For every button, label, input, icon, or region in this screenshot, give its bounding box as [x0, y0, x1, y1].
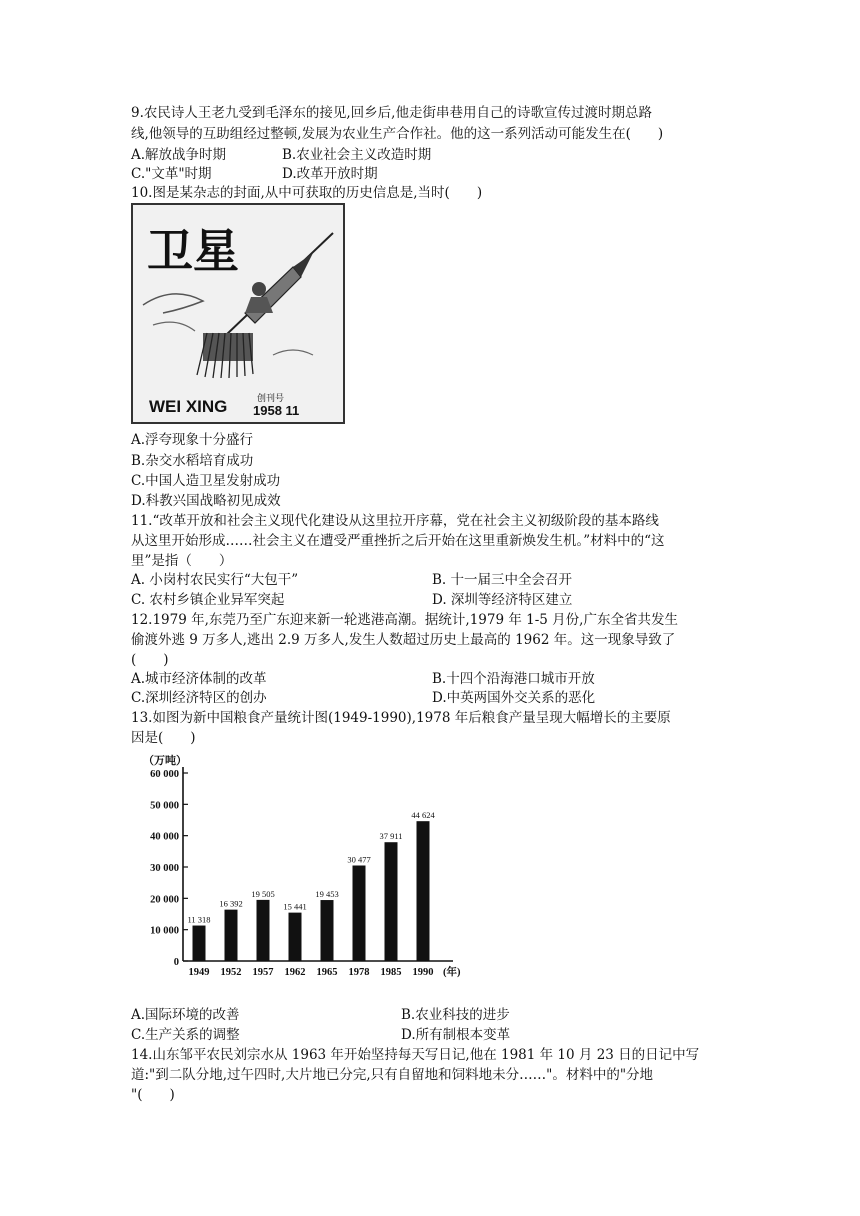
- q13-option-c[interactable]: C.生产关系的调整: [131, 1027, 240, 1043]
- bar-1990: [417, 821, 430, 961]
- q9-option-c[interactable]: C."文革"时期: [131, 166, 212, 182]
- q10-option-d[interactable]: D.科教兴国战略初见成效: [131, 493, 281, 509]
- x-axis-unit-label: (年): [443, 967, 461, 978]
- q12-stem-line2: 偷渡外逃 9 万多人,逃出 2.9 万多人,发生人数超过历史上最高的 1962 年。这一现象导致了: [131, 632, 676, 648]
- q12-option-a[interactable]: A.城市经济体制的改革: [131, 671, 267, 687]
- q13-option-a[interactable]: A.国际环境的改善: [131, 1007, 240, 1023]
- q9-option-a[interactable]: A.解放战争时期: [131, 147, 227, 163]
- cloud-swirl-icon-3: [273, 350, 313, 355]
- cover-latin-title: WEI XING: [149, 397, 228, 416]
- q11-option-d[interactable]: D. 深圳等经济特区建立: [432, 592, 573, 608]
- magazine-cover-illustration: [133, 205, 343, 422]
- y-axis-unit-label: （万吨）: [143, 755, 187, 767]
- bar-value-label: 30 477: [347, 854, 371, 865]
- bar-value-label: 16 392: [219, 898, 243, 909]
- cover-issue-date: 1958 11: [253, 403, 300, 418]
- q12-option-d[interactable]: D.中英两国外交关系的恶化: [432, 690, 596, 706]
- q9-option-d[interactable]: D.改革开放时期: [282, 166, 378, 182]
- q10-option-c[interactable]: C.中国人造卫星发射成功: [131, 473, 281, 489]
- q12-stem-line1: 12.1979 年,东莞乃至广东迎来新一轮逃港高潮。据统计,1979 年 1-5 月份,广东全省共发生: [131, 612, 678, 628]
- x-tick-label: 1949: [188, 967, 210, 978]
- bar-1952: [225, 910, 238, 961]
- bar-1957: [257, 900, 270, 961]
- y-tick-label: 10 000: [150, 925, 179, 937]
- y-tick-label: 40 000: [150, 831, 179, 843]
- y-tick-label: 50 000: [150, 800, 179, 812]
- q12-option-b[interactable]: B.十四个沿海港口城市开放: [432, 671, 595, 687]
- cover-title-chars: 卫星: [147, 224, 239, 278]
- bar-1978: [353, 866, 366, 961]
- rider-figure-icon: [252, 282, 266, 296]
- bar-1985: [385, 842, 398, 961]
- q9-stem-line1: 9.农民诗人王老九受到毛泽东的接见,回乡后,他走街串巷用自己的诗歌宣传过渡时期总路: [131, 105, 652, 121]
- q11-stem-line1: 11.“改革开放和社会主义现代化建设从这里拉开序幕，党在社会主义初级阶段的基本路线: [131, 513, 659, 529]
- magazine-cover-image: [131, 203, 345, 424]
- rocket-body-icon: [245, 267, 301, 323]
- q12-option-c[interactable]: C.深圳经济特区的创办: [131, 690, 267, 706]
- q10-option-b[interactable]: B.杂交水稻培育成功: [131, 453, 254, 469]
- y-tick-label: 60 000: [150, 769, 179, 780]
- q14-stem-line3: "( ): [131, 1087, 175, 1103]
- q11-stem-line2: 从这里开始形成……社会主义在遭受严重挫折之后开始在这里重新焕发生机。”材料中的“这: [131, 533, 665, 549]
- x-tick-label: 1962: [284, 967, 306, 978]
- x-tick-label: 1952: [220, 967, 242, 978]
- cover-issue-label: 创刊号: [257, 394, 285, 404]
- q10-option-a[interactable]: A.浮夸现象十分盛行: [131, 432, 254, 448]
- bar-1962: [289, 913, 302, 961]
- bar-value-label: 15 441: [283, 901, 307, 912]
- x-tick-label: 1957: [252, 967, 274, 978]
- q13-option-d[interactable]: D.所有制根本变革: [401, 1027, 511, 1043]
- x-tick-label: 1990: [412, 967, 434, 978]
- bar-value-label: 19 453: [315, 889, 339, 900]
- q11-option-c[interactable]: C. 农村乡镇企业异军突起: [131, 592, 285, 608]
- y-tick-label: 20 000: [150, 894, 179, 906]
- q10-stem: 10.图是某杂志的封面,从中可获取的历史信息是,当时( ): [131, 185, 483, 201]
- bar-value-label: 11 318: [187, 914, 211, 925]
- x-tick-label: 1978: [348, 967, 370, 978]
- bar-value-label: 19 505: [251, 888, 275, 899]
- bar-1949: [193, 926, 206, 961]
- q13-option-b[interactable]: B.农业科技的进步: [401, 1007, 510, 1023]
- bar-value-label: 44 624: [411, 810, 435, 821]
- grain-output-bar-chart: [131, 752, 476, 982]
- y-tick-label: 30 000: [150, 863, 179, 874]
- bar-1965: [321, 900, 334, 961]
- q9-stem-line2: 线,他领导的互助组经过整顿,发展为农业生产合作社。他的这一系列活动可能发生在( ): [131, 126, 664, 142]
- y-tick-label: 0: [173, 957, 179, 968]
- q11-stem-line3: 里”是指（ ）: [131, 553, 233, 569]
- q14-stem-line2: 道:"到二队分地,过午四时,大片地已分完,只有自留地和饲料地未分……"。材料中的"分地: [131, 1067, 654, 1083]
- cloud-swirl-icon-2: [153, 322, 195, 331]
- x-tick-label: 1985: [380, 967, 402, 978]
- x-tick-label: 1965: [316, 967, 338, 978]
- q11-option-b[interactable]: B. 十一届三中全会召开: [432, 572, 573, 588]
- q13-stem-line2: 因是( ): [131, 730, 196, 746]
- q13-stem-line1: 13.如图为新中国粮食产量统计图(1949-1990),1978 年后粮食产量呈现大幅增长的主要原: [131, 710, 671, 726]
- grain-sheaf-icon: [197, 333, 253, 378]
- cloud-swirl-icon: [143, 294, 203, 313]
- bar-value-label: 37 911: [379, 831, 403, 842]
- q11-option-a[interactable]: A. 小岗村农民实行“大包干”: [131, 572, 299, 588]
- q12-stem-line3: ( ): [131, 652, 169, 668]
- q9-option-b[interactable]: B.农业社会主义改造时期: [282, 147, 432, 163]
- q14-stem-line1: 14.山东邹平农民刘宗水从 1963 年开始坚持每天写日记,他在 1981 年 10 月 23 日的日记中写: [131, 1047, 700, 1063]
